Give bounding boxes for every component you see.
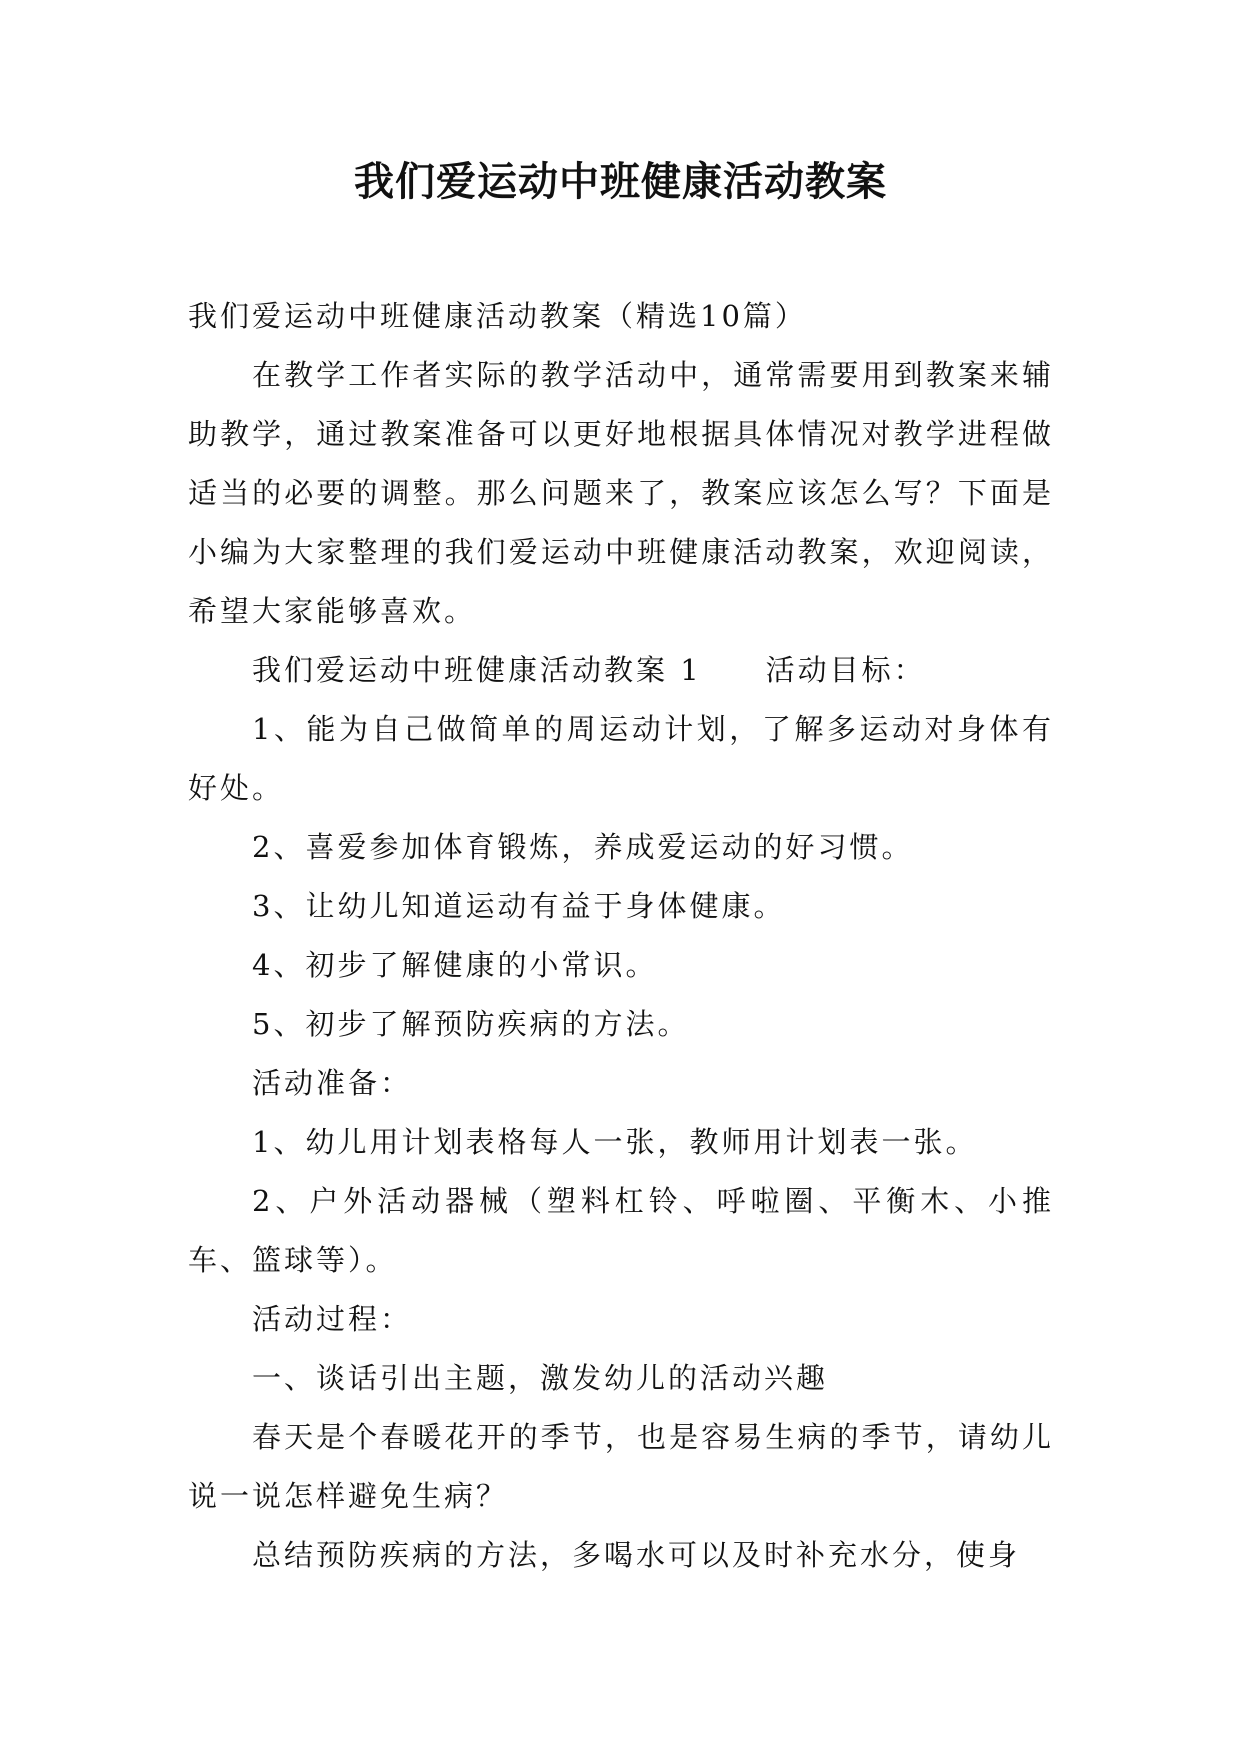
paragraph: 活动过程： [252,1302,413,1336]
paragraph: 我们爱运动中班健康活动教案 1 活动目标： [252,653,926,687]
paragraph: 2、户外活动器械（塑料杠铃、呼啦圈、平衡木、小推车、篮球等）。 [188,1184,1054,1277]
paragraph: 总结预防疾病的方法，多喝水可以及时补充水分，使身 [252,1538,1021,1572]
paragraph: 春天是个春暖花开的季节，也是容易生病的季节，请幼儿说一说怎样避免生病？ [188,1420,1054,1513]
paragraph: 在教学工作者实际的教学活动中，通常需要用到教案来辅助教学，通过教案准备可以更好地根据具体情况对教学进程做适当的必要的调整。那么问题来了，教案应该怎么写？下面是小编为大家整理的我们爱运动中班健康活动教案，欢迎阅读，希望大家能够喜欢。 [188,358,1054,628]
document-body [188,287,1054,1585]
paragraph: 4、初步了解健康的小常识。 [252,948,658,982]
paragraph: 活动准备： [252,1066,413,1100]
paragraph: 1、幼儿用计划表格每人一张，教师用计划表一张。 [252,1125,978,1159]
paragraph: 3、让幼儿知道运动有益于身体健康。 [252,889,786,923]
paragraph: 2、喜爱参加体育锻炼，养成爱运动的好习惯。 [252,830,914,864]
paragraph: 一、谈话引出主题，激发幼儿的活动兴趣 [252,1361,829,1395]
paragraph: 5、初步了解预防疾病的方法。 [252,1007,690,1041]
paragraph: 我们爱运动中班健康活动教案（精选10篇） [188,299,807,333]
document-title: 我们爱运动中班健康活动教案 [354,159,887,205]
paragraph: 1、能为自己做简单的周运动计划，了解多运动对身体有好处。 [188,712,1054,805]
